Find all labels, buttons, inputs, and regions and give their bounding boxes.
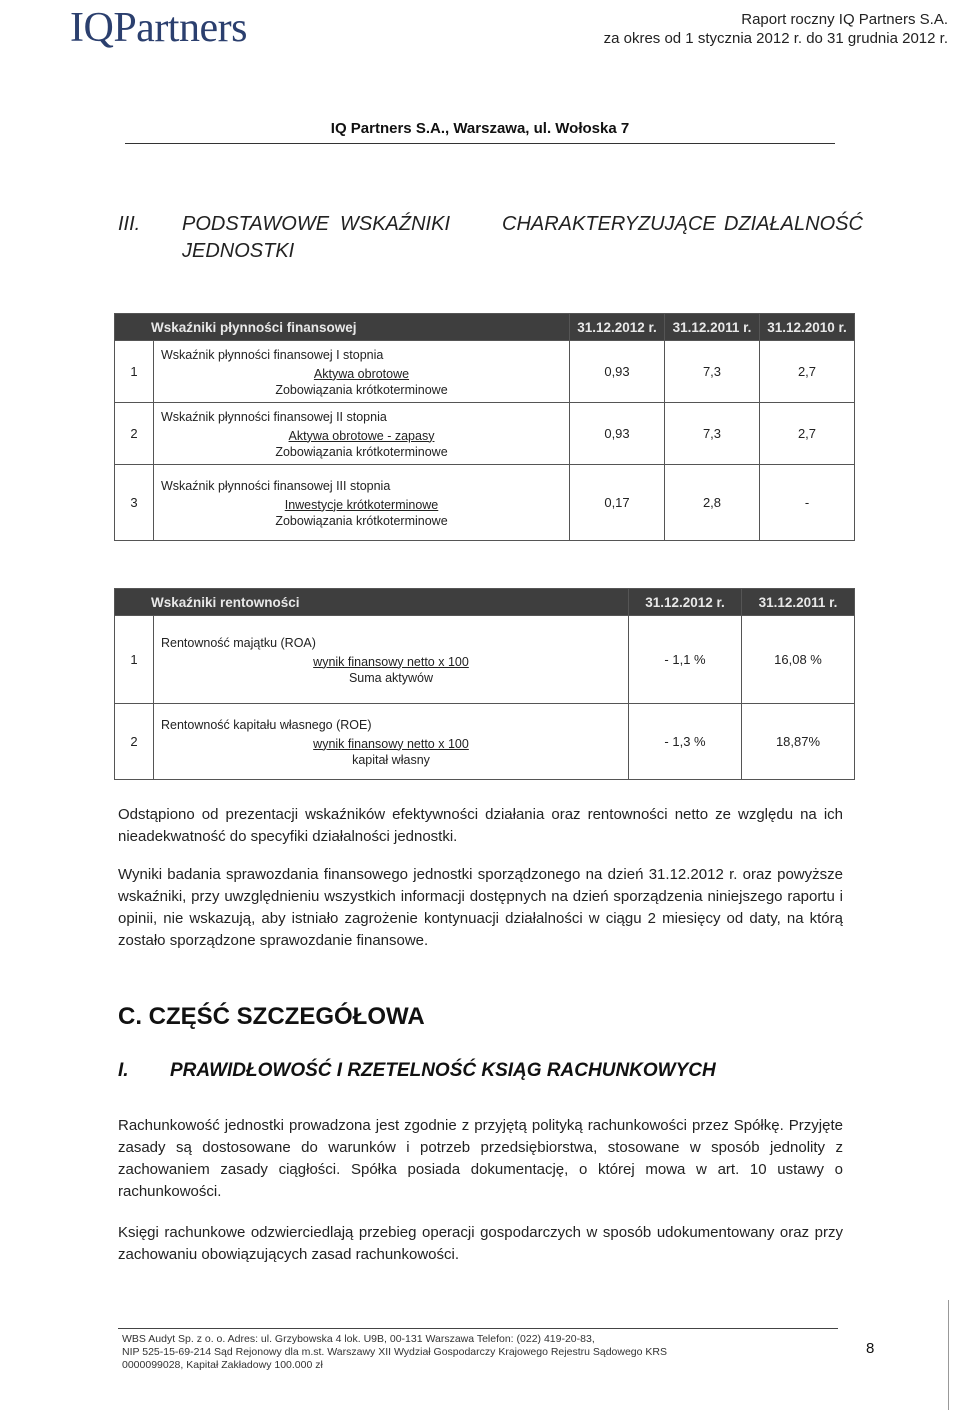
page-number: 8: [866, 1340, 875, 1357]
indicator-name: Rentowność majątku (ROA): [161, 635, 316, 650]
formula-numerator: Aktywa obrotowe: [313, 366, 410, 381]
value-cell: 2,7: [760, 403, 855, 465]
section-roman: III.: [118, 213, 141, 235]
formula-numerator: wynik finansowy netto x 100: [313, 654, 469, 669]
formula-denominator: Zobowiązania krótkoterminowe: [275, 382, 448, 397]
row-number: 1: [115, 616, 154, 704]
indicator-cell: [154, 616, 629, 704]
company-address: IQ Partners S.A., Warszawa, ul. Wołoska 7: [330, 120, 630, 137]
indicator-name: Wskaźnik płynności finansowej II stopnia: [161, 409, 387, 424]
formula-numerator: Inwestycje krótkoterminowe: [284, 497, 439, 512]
column-header: 31.12.2012 r.: [570, 314, 665, 341]
liquidity-table: [114, 313, 855, 541]
header-divider: [125, 143, 835, 144]
table-row: [115, 704, 855, 780]
footer-line-3: 0000099028, Kapitał Zakładowy 100.000 zł: [122, 1359, 323, 1371]
column-header: 31.12.2011 r.: [665, 314, 760, 341]
section-word-3: CHARAKTERYZUJĄCE: [502, 213, 716, 235]
subsection-roman: I.: [118, 1060, 129, 1081]
value-cell: 7,3: [665, 341, 760, 403]
section-line-2: JEDNOSTKI: [182, 240, 295, 262]
value-cell: 2,8: [665, 465, 760, 541]
paragraph-efficiency-note: Odstąpiono od prezentacji wskaźników efektywności działania oraz rentowności netto ze względu na ich nieadekwatność do specyfiki działalności jednostki.: [118, 806, 843, 845]
margin-line: [948, 1300, 949, 1410]
table-header: [115, 314, 855, 341]
formula-denominator: kapitał własny: [352, 752, 430, 767]
paragraph-accounting-policy: Rachunkowość jednostki prowadzona jest zgodnie z przyjętą polityką rachunkowości przez Spółkę. Przyjęte zasady są dostosowane do warunków i potrzeb przedsiębiorstwa, stosowane w sposób jednolity z zachowaniem zasady ciągłości. Spółka posiada dokumentację, o której mowa w art. 10 ustawy o rachunkowości.: [118, 1117, 843, 1200]
formula-denominator: Suma aktywów: [348, 670, 434, 685]
value-cell: - 1,1 %: [629, 616, 742, 704]
value-cell: -: [760, 465, 855, 541]
profitability-table: [114, 588, 855, 780]
table-header: [115, 589, 855, 616]
table-row: [115, 341, 855, 403]
table-row: [115, 403, 855, 465]
section-word-1: PODSTAWOWE: [182, 213, 330, 235]
indicator-cell: [154, 341, 570, 403]
indicator-cell: [154, 403, 570, 465]
footer-line-2: NIP 525-15-69-214 Sąd Rejonowy dla m.st. Warszawy XII Wydział Gospodarczy Krajowego Rejestru Sądowego KRS: [122, 1346, 667, 1358]
indicator-name: Wskaźnik płynności finansowej I stopnia: [161, 347, 384, 362]
value-cell: - 1,3 %: [629, 704, 742, 780]
footer: [122, 1333, 822, 1372]
value-cell: 0,17: [570, 465, 665, 541]
value-cell: 0,93: [570, 403, 665, 465]
value-cell: 0,93: [570, 341, 665, 403]
table-header-name: Wskaźniki rentowności: [115, 589, 629, 616]
indicator-cell: [154, 465, 570, 541]
footer-line-1: WBS Audyt Sp. z o. o. Adres: ul. Grzybowska 4 lok. U9B, 00-131 Warszawa Telefon: (022) 419-20-83,: [122, 1333, 595, 1345]
section-word-2: WSKAŹNIKI: [340, 213, 451, 235]
table-row: [115, 616, 855, 704]
subsection-title: [118, 1060, 838, 1090]
paragraph-going-concern: Wyniki badania sprawozdania finansowego jednostki sporządzonego na dzień 31.12.2012 r. oraz powyższe wskaźniki, przy uwzględnieniu wszystkich informacji dostępnych na dzień sporządzenia niniejszego raportu i opinii, nie wskazują, aby istniało zagrożenie kontynuacji działalności w ciągu 2 miesięcy od daty, na którą zostało sporządzone sprawozdanie finansowe.: [118, 866, 843, 949]
part-c-title: C. CZĘŚĆ SZCZEGÓŁOWA: [118, 1003, 425, 1030]
formula-numerator: wynik finansowy netto x 100: [313, 736, 469, 751]
formula-numerator: Aktywa obrotowe - zapasy: [288, 428, 435, 443]
indicator-cell: [154, 704, 629, 780]
indicator-name: Rentowność kapitału własnego (ROE): [161, 717, 372, 732]
column-header: 31.12.2010 r.: [760, 314, 855, 341]
column-header: 31.12.2011 r.: [742, 589, 855, 616]
footer-divider: [118, 1328, 838, 1329]
row-number: 2: [115, 403, 154, 465]
row-number: 2: [115, 704, 154, 780]
table-row: [115, 465, 855, 541]
formula-denominator: Zobowiązania krótkoterminowe: [275, 444, 448, 459]
section-title: [118, 213, 863, 273]
value-cell: 2,7: [760, 341, 855, 403]
table-header-name: Wskaźniki płynności finansowej: [115, 314, 570, 341]
column-header: 31.12.2012 r.: [629, 589, 742, 616]
value-cell: 16,08 %: [742, 616, 855, 704]
row-number: 3: [115, 465, 154, 541]
value-cell: 18,87%: [742, 704, 855, 780]
section-word-4: DZIAŁALNOŚĆ: [724, 213, 863, 235]
subsection-text: PRAWIDŁOWOŚĆ I RZETELNOŚĆ KSIĄG RACHUNKOWYCH: [170, 1060, 716, 1081]
value-cell: 7,3: [665, 403, 760, 465]
formula-denominator: Zobowiązania krótkoterminowe: [275, 513, 448, 528]
indicator-name: Wskaźnik płynności finansowej III stopnia: [161, 478, 391, 493]
company-logo: IQPartners: [70, 5, 247, 51]
paragraph-ledgers: Księgi rachunkowe odzwierciedlają przebieg operacji gospodarczych w sposób udokumentowany oraz przy zachowaniu obowiązujących zasad rachunkowości.: [118, 1224, 843, 1263]
row-number: 1: [115, 341, 154, 403]
report-header: [604, 10, 948, 48]
report-title: Raport roczny IQ Partners S.A.: [741, 11, 948, 28]
report-period: za okres od 1 stycznia 2012 r. do 31 grudnia 2012 r.: [603, 30, 948, 47]
